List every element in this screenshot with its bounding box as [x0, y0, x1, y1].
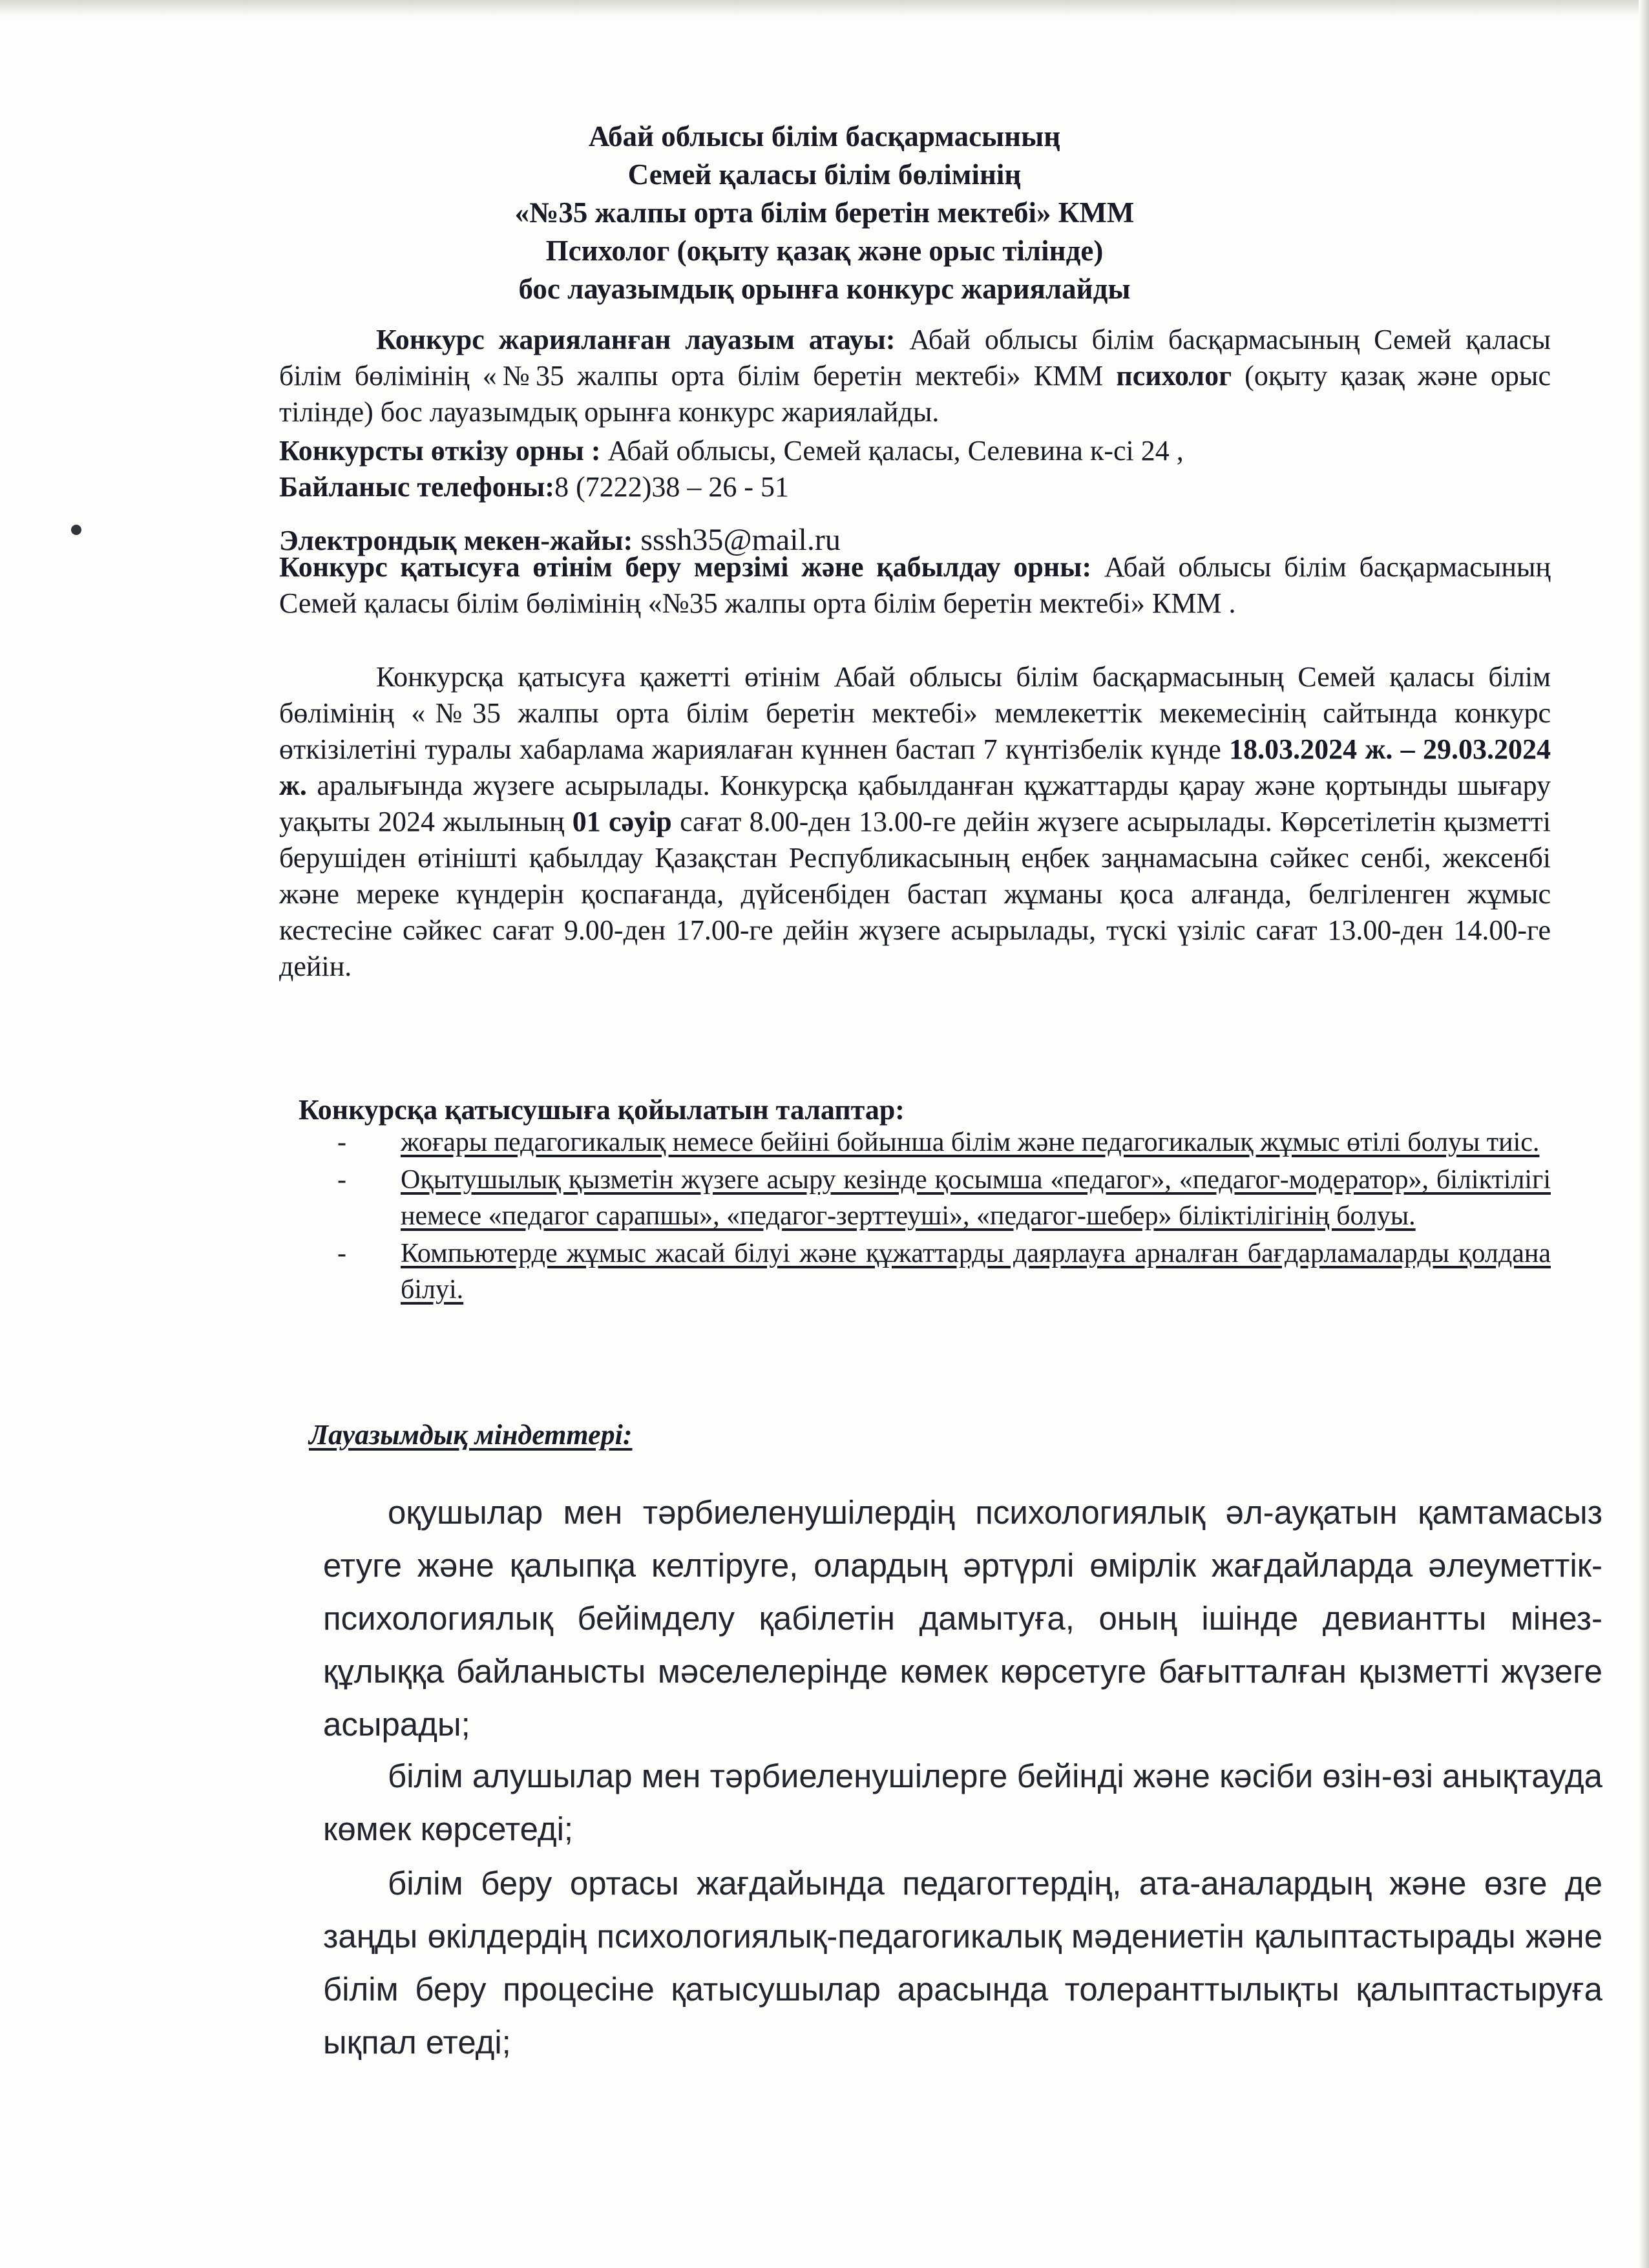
phone-label: Байланыс телефоны: — [279, 471, 555, 503]
venue-label: Конкурсты өткізу орны : — [279, 435, 601, 467]
duty-paragraph: оқушылар мен тәрбиеленушілердің психологиялық әл-ауқатын қамтамасыз етуге және қалыпқа келтіруге, олардың әртүрлі өмірлік жағдайларда әлеуметтік-психологиялық бейімделу қабілетін дамытуға, оның ішінде девиантты мінез-құлыққа байланысты мәселелерінде көмек көрсетуге бағытталған қызметті жүзеге асырады; — [323, 1494, 1602, 1743]
duty-paragraph: білім беру ортасы жағдайында педагогтердің, ата-аналардың және өзге де заңды өкілдердің психологиялық-педагогикалық мәдениетін қалыптастырады және білім беру процесіне қатысушылар арасында толеранттылықты қалыптастыруға ықпал етеді; — [323, 1865, 1602, 2061]
header-line-4: Психолог (оқыту қазақ және орыс тілінде) — [545, 235, 1104, 267]
requirements-title: Конкурсқа қатысушыға қойылатын талаптар: — [299, 1094, 905, 1126]
main-text-1: Конкурсқа қатысуға қажетті өтінім Абай облысы білім басқармасының Семей қаласы білім бөлімінің «№35 жалпы орта білім беретін мектебі» мемлекеттік мекемесінің сайтында конкурс өткізілетіні туралы хабарлама жариялаған күннен бастап 7 күнтізбелік күнде — [279, 661, 1551, 765]
deadline-paragraph — [279, 549, 1551, 622]
venue-line — [279, 433, 1551, 469]
header-line-2: Семей қаласы білім бөлімінің — [627, 158, 1022, 191]
position-text-2: (оқыту қазақ және орыс тілінде) бос лауазымдық орынға конкурс жариялайды. — [279, 360, 1551, 428]
header-line-1: Абай облысы білім басқармасының — [588, 120, 1061, 152]
venue-value: Абай облысы, Семей қаласы, Селевина к-сі 24 , — [600, 435, 1184, 467]
position-text: Абай облысы білім басқармасының Семей қаласы білім бөлімінің «№35 жалпы орта білім беретін мектебі» КММ — [279, 324, 1551, 392]
email-value: sssh35@mail.ru — [633, 523, 841, 557]
header-line-3: «№35 жалпы орта білім беретін мектебі» КММ — [514, 196, 1135, 229]
deadline-value: Абай облысы білім басқармасының Семей қаласы білім бөлімінің «№35 жалпы орта білім беретін мектебі» КММ . — [279, 551, 1551, 619]
position-label: Конкурс жарияланған лауазым атауы: — [376, 324, 896, 355]
requirement-item: - Оқытушылық қызметін жүзеге асыру кезінде қосымша «педагог», «педагог-модератор», біліктілігі немесе «педагог сарапшы», «педагог-зерттеуші», «педагог-шебер» біліктілігінің болуы. — [336, 1162, 1551, 1234]
main-paragraph — [279, 659, 1551, 985]
review-date: 01 сәуір — [572, 806, 672, 837]
scan-speck — [71, 525, 81, 535]
scan-edge-top — [0, 0, 1649, 17]
phone-value: 8 (7222)38 – 26 - 51 — [554, 471, 790, 503]
duties-title: Лауазымдық міндеттері: — [309, 1419, 633, 1451]
position-paragraph — [279, 322, 1551, 430]
phone-line — [279, 469, 1551, 505]
email-label: Электрондық мекен-жайы: — [279, 525, 633, 556]
duty-paragraph: білім алушылар мен тәрбиеленушілерге бейінді және кәсіби өзін-өзі анықтауда көмек көрсетеді; — [323, 1758, 1602, 1847]
document-header — [0, 118, 1649, 308]
deadline-label: Конкурс қатысуға өтінім беру мерзімі және қабылдау орны: — [279, 551, 1092, 583]
requirements-list — [336, 1124, 1551, 1309]
date-range: 18.03.2024 ж. – 29.03.2024 ж. — [279, 733, 1551, 801]
requirement-item: - Компьютерде жұмыс жасай білуі және құжаттарды даярлауға арналған бағдарламаларды қолдана білуі. — [336, 1235, 1551, 1308]
header-line-5: бос лауазымдық орынға конкурс жариялайды — [518, 273, 1131, 305]
main-text-3: сағат 8.00-ден 13.00-ге дейін жүзеге асырылады. Көрсетілетін қызметті берушіден өтінішті қабылдау Қазақстан Республикасының еңбек заңнамасына сәйкес сенбі, жексенбі және мереке күндерін қоспағанда, дүйсенбіден бастап жұманы қоса алғанда, белгіленген жұмыс кестесіне сәйкес сағат 9.00-ден 17.00-ге дейін жүзеге асырылады, түскі үзіліс сағат 13.00-ден 14.00-ге дейін. — [279, 806, 1551, 982]
requirement-item: - жоғары педагогикалық немесе бейіні бойынша білім және педагогикалық жұмыс өтілі болуы тиіс. — [336, 1124, 1551, 1160]
position-bold: психолог — [1116, 360, 1232, 392]
scan-edge-right — [1639, 0, 1649, 2268]
main-text-2: аралығында жүзеге асырылады. Конкурсқа қабылданған құжаттарды қарау және қортынды шығару уақыты 2024 жылының — [279, 770, 1551, 837]
